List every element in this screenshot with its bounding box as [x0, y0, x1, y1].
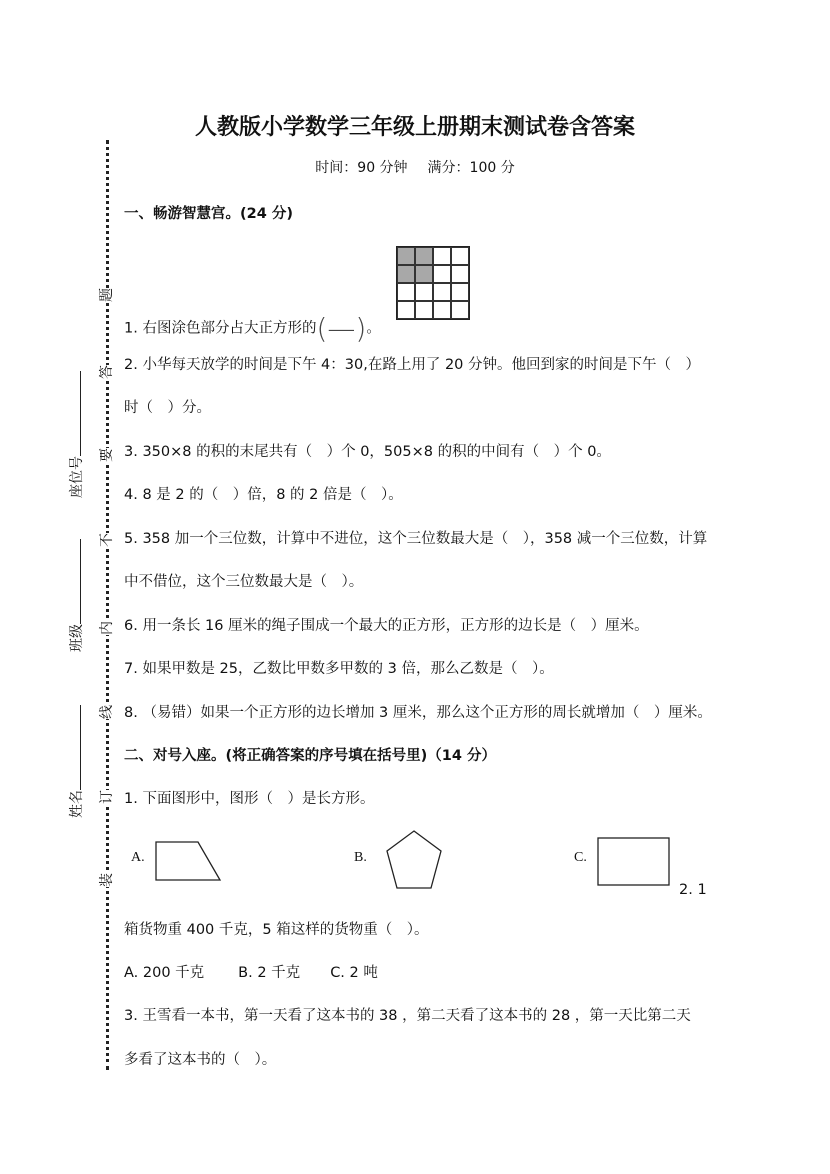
question-1-6: 6. 用一条长 16 厘米的绳子围成一个最大的正方形，正方形的边长是（ ）厘米。: [124, 618, 649, 634]
binding-char: 不: [99, 533, 115, 547]
pentagon-shape: [383, 828, 445, 892]
binding-char: 订: [99, 790, 115, 804]
question-2-3: 3. 王雪看一本书，第一天看了这本书的 38 ，第二天看了这本书的 28 ，第一天比第二天: [124, 1008, 691, 1024]
binding-dotted-line: [106, 140, 109, 1070]
section2-heading: 二、对号入座。(将正确答案的序号填在括号里)（14 分）: [124, 748, 496, 764]
question-1-7: 7. 如果甲数是 25，乙数比甲数多甲数的 3 倍，那么乙数是（ ）。: [124, 661, 554, 677]
question-1-1: 1. 右图涂色部分占大正方形的(—)。: [124, 312, 381, 345]
question-2-3-cont: 多看了这本书的（ ）。: [124, 1052, 277, 1068]
question-2-2-start: 2. 1: [679, 882, 707, 898]
page-title: 人教版小学数学三年级上册期末测试卷含答案: [194, 115, 635, 140]
fraction-blank[interactable]: (—): [316, 312, 367, 345]
question-1-2-cont: 时（ ）分。: [124, 400, 211, 416]
square-grid-figure: [396, 246, 470, 320]
binding-char: 线: [99, 705, 115, 719]
question-1-5-cont: 中不借位，这个三位数最大是（ ）。: [124, 574, 364, 590]
option-a-label: A.: [131, 850, 145, 865]
class-label: 班级: [69, 624, 85, 652]
binding-char: 答: [99, 365, 115, 379]
name-field[interactable]: [66, 705, 86, 818]
binding-char: 要: [99, 448, 115, 462]
question-1-3: 3. 350×8 的积的末尾共有（ ）个 0，505×8 的积的中间有（ ）个 0。: [124, 444, 611, 460]
question-2-1: 1. 下面图形中，图形（ ）是长方形。: [124, 791, 375, 807]
question-1-8: 8. （易错）如果一个正方形的边长增加 3 厘米，那么这个正方形的周长就增加（ ）厘米。: [124, 705, 712, 721]
option-b-label: B.: [354, 850, 367, 865]
option-c: C. 2 吨: [330, 965, 378, 981]
option-b: B. 2 千克: [238, 965, 301, 981]
seat-number-field[interactable]: [66, 371, 86, 498]
question-2-2: 箱货物重 400 千克，5 箱这样的货物重（ ）。: [124, 922, 429, 938]
time-limit: 时间：90 分钟: [315, 160, 408, 176]
option-a: A. 200 千克: [124, 965, 205, 981]
question-1-2: 2. 小华每天放学的时间是下午 4：30,在路上用了 20 分钟。他回到家的时间是下午（ ）: [124, 357, 701, 373]
rectangle-shape: [596, 836, 672, 888]
binding-char: 装: [99, 873, 115, 887]
seat-label: 座位号: [69, 456, 85, 498]
question-1-4: 4. 8 是 2 的（ ）倍，8 的 2 倍是（ ）。: [124, 487, 403, 503]
name-label: 姓名: [69, 790, 85, 818]
question-2-2-options: [124, 961, 378, 982]
binding-char: 题: [99, 288, 115, 302]
binding-char: 内: [99, 621, 115, 635]
exam-info: [0, 157, 830, 177]
question-1-5: 5. 358 加一个三位数，计算中不进位，这个三位数最大是（ ），358 减一个三位数，计算: [124, 531, 708, 547]
class-field[interactable]: [66, 539, 86, 652]
trapezoid-shape: [150, 838, 225, 883]
full-score: 满分：100 分: [427, 160, 515, 176]
section1-heading: 一、畅游智慧宫。(24 分): [124, 206, 293, 222]
option-c-label: C.: [574, 850, 587, 865]
